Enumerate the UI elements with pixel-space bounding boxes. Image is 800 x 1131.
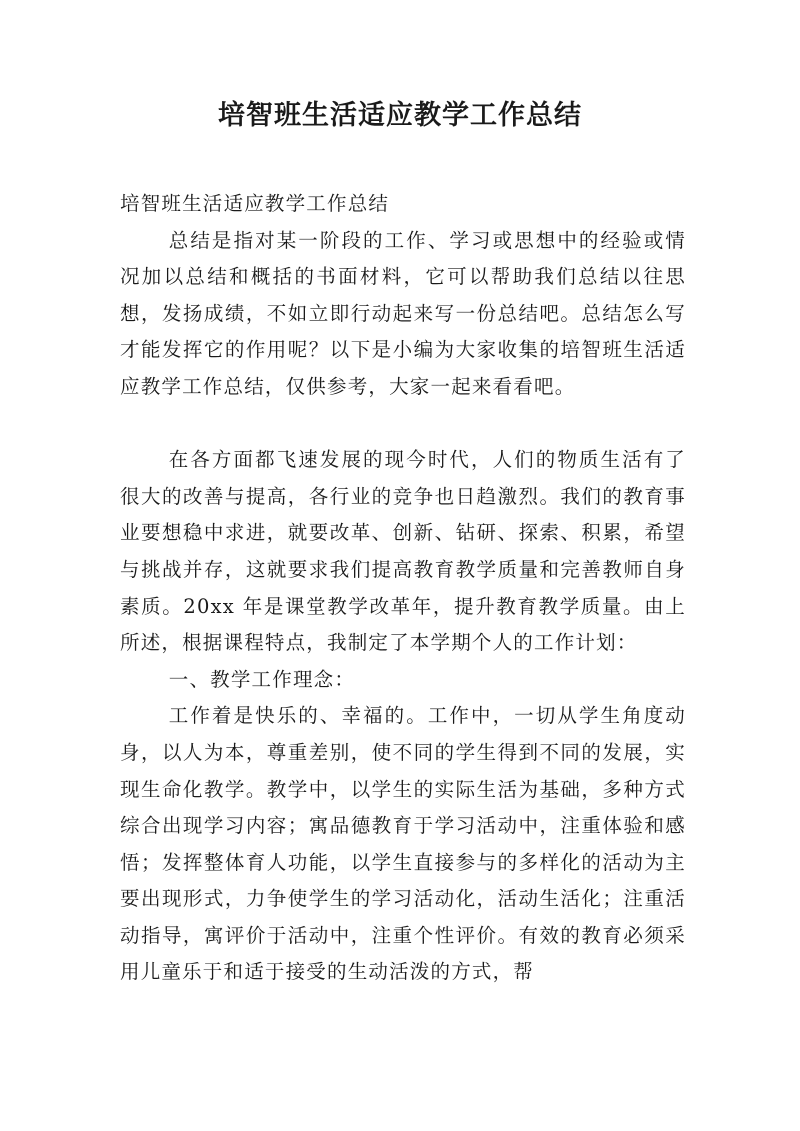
document-title: 培智班生活适应教学工作总结 — [218, 100, 582, 131]
document-body — [120, 186, 686, 991]
paragraph-teaching-philosophy: 工作着是快乐的、幸福的。工作中，一切从学生角度动身，以人为本，尊重差别，使不同的学生得到不同的发展，实现生命化教学。教学中，以学生的实际生活为基础，多种方式综合出现学习内容；寓品德教育于学习活动中，注重体验和感悟；发挥整体育人功能，以学生直接参与的多样化的活动为主要出现形式，力争使学生的学习活动化，活动生活化；注重活动指导，寓评价于活动中，注重个性评价。有效的教育必须采用儿童乐于和适于接受的生动活泼的方式，帮 — [120, 704, 686, 984]
paragraph-background: 在各方面都飞速发展的现今时代，人们的物质生活有了很大的改善与提高，各行业的竞争也日趋激烈。我们的教育事业要想稳中求进，就要改革、创新、钻研、探索、积累，希望与挑战并存，这就要求我们提高教育教学质量和完善教师自身素质。20xx 年是课堂教学改革年，提升教育教学质量。由上所述，根据课程特点，我制定了本学期个人的工作计划： — [120, 448, 686, 655]
section-heading-teaching-philosophy: 一、教学工作理念： — [168, 667, 356, 691]
paragraph-gap — [120, 406, 686, 443]
document-subtitle: 培智班生活适应教学工作总结 — [120, 192, 390, 215]
paragraph-intro: 总结是指对某一阶段的工作、学习或思想中的经验或情况加以总结和概括的书面材料，它可以帮助我们总结以往思想，发扬成绩，不如立即行动起来写一份总结吧。总结怎么写才能发挥它的作用呢？以下是小编为大家收集的培智班生活适应教学工作总结，仅供参考，大家一起来看看吧。 — [120, 228, 686, 398]
